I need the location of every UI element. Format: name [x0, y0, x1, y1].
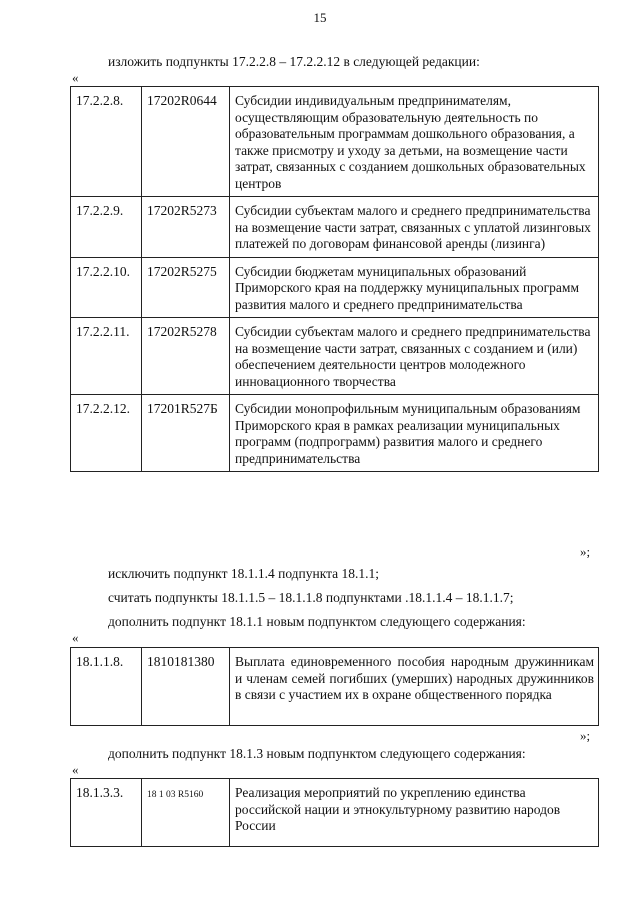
row-code: 17.2.2.9.: [71, 197, 142, 258]
table-row: [71, 648, 599, 726]
closing-quote: »;: [580, 728, 591, 743]
row-description: Субсидии бюджетам муниципальных образований Приморского края на поддержку муниципальных программ развития малого и среднего предпринимательства: [230, 257, 599, 318]
closing-quote: »;: [580, 544, 591, 559]
paragraph-add-18-1-3: дополнить подпункт 18.1.3 новым подпунктом следующего содержания:: [108, 746, 526, 761]
table-subsidies-17-2-2: [70, 86, 599, 472]
row-kbk: 17202R5275: [142, 257, 230, 318]
table-row: [71, 257, 599, 318]
table-row: [71, 87, 599, 197]
row-code: 17.2.2.8.: [71, 87, 142, 197]
row-description: Субсидии индивидуальным предпринимателям, осуществляющим образовательную деятельность по образовательным программам дошкольного образования, а также присмотру и уходу за детьми, на возмещение части затрат, связанных с созданием дошкольных образовательных центров: [230, 87, 599, 197]
paragraph-exclude: исключить подпункт 18.1.1.4 подпункта 18.1.1;: [108, 566, 380, 581]
row-description: Субсидии субъектам малого и среднего предпринимательства на возмещение части затрат, связанных с созданием и (или) обеспечением деятельности центров молодежного инновационного творчества: [230, 318, 599, 395]
intro-paragraph: изложить подпункты 17.2.2.8 – 17.2.2.12 в следующей редакции:: [108, 54, 480, 69]
paragraph-renumber: считать подпункты 18.1.1.5 – 18.1.1.8 подпунктами .18.1.1.4 – 18.1.1.7;: [108, 590, 514, 605]
row-kbk: 17201R527Б: [142, 395, 230, 472]
row-description: Субсидии монопрофильным муниципальным образованиям Приморского края в рамках реализации муниципальных программ (подпрограмм) развития малого и среднего предпринимательства: [230, 395, 599, 472]
row-kbk: 17202R5278: [142, 318, 230, 395]
table-row: [71, 395, 599, 472]
table-row: [71, 318, 599, 395]
row-description: Субсидии субъектам малого и среднего предпринимательства на возмещение части затрат, связанных с уплатой лизинговых платежей по договорам финансовой аренды (лизинга): [230, 197, 599, 258]
opening-quote: «: [72, 70, 79, 85]
row-code: 18.1.3.3.: [71, 779, 142, 847]
row-code: 17.2.2.11.: [71, 318, 142, 395]
row-description: Выплата единовременного пособия народным дружинникам и членам семей погибших (умерших) народных дружинников в связи с участием их в охране общественного порядка: [230, 648, 599, 726]
row-kbk: 17202R5273: [142, 197, 230, 258]
table-row: [71, 779, 599, 847]
paragraph-add-18-1-1: дополнить подпункт 18.1.1 новым подпунктом следующего содержания:: [108, 614, 526, 629]
row-description: Реализация мероприятий по укреплению единства российской нации и этнокультурному развитию народов России: [230, 779, 599, 847]
row-kbk: 18 1 03 R5160: [142, 779, 230, 847]
opening-quote: «: [72, 762, 79, 777]
table-row: [71, 197, 599, 258]
row-kbk: 17202R0644: [142, 87, 230, 197]
opening-quote: «: [72, 630, 79, 645]
table-18-1-3-3: [70, 778, 599, 847]
row-code: 18.1.1.8.: [71, 648, 142, 726]
row-kbk: 1810181380: [142, 648, 230, 726]
row-code: 17.2.2.12.: [71, 395, 142, 472]
page-number: 15: [313, 10, 327, 25]
table-18-1-1-8: [70, 647, 599, 726]
row-code: 17.2.2.10.: [71, 257, 142, 318]
